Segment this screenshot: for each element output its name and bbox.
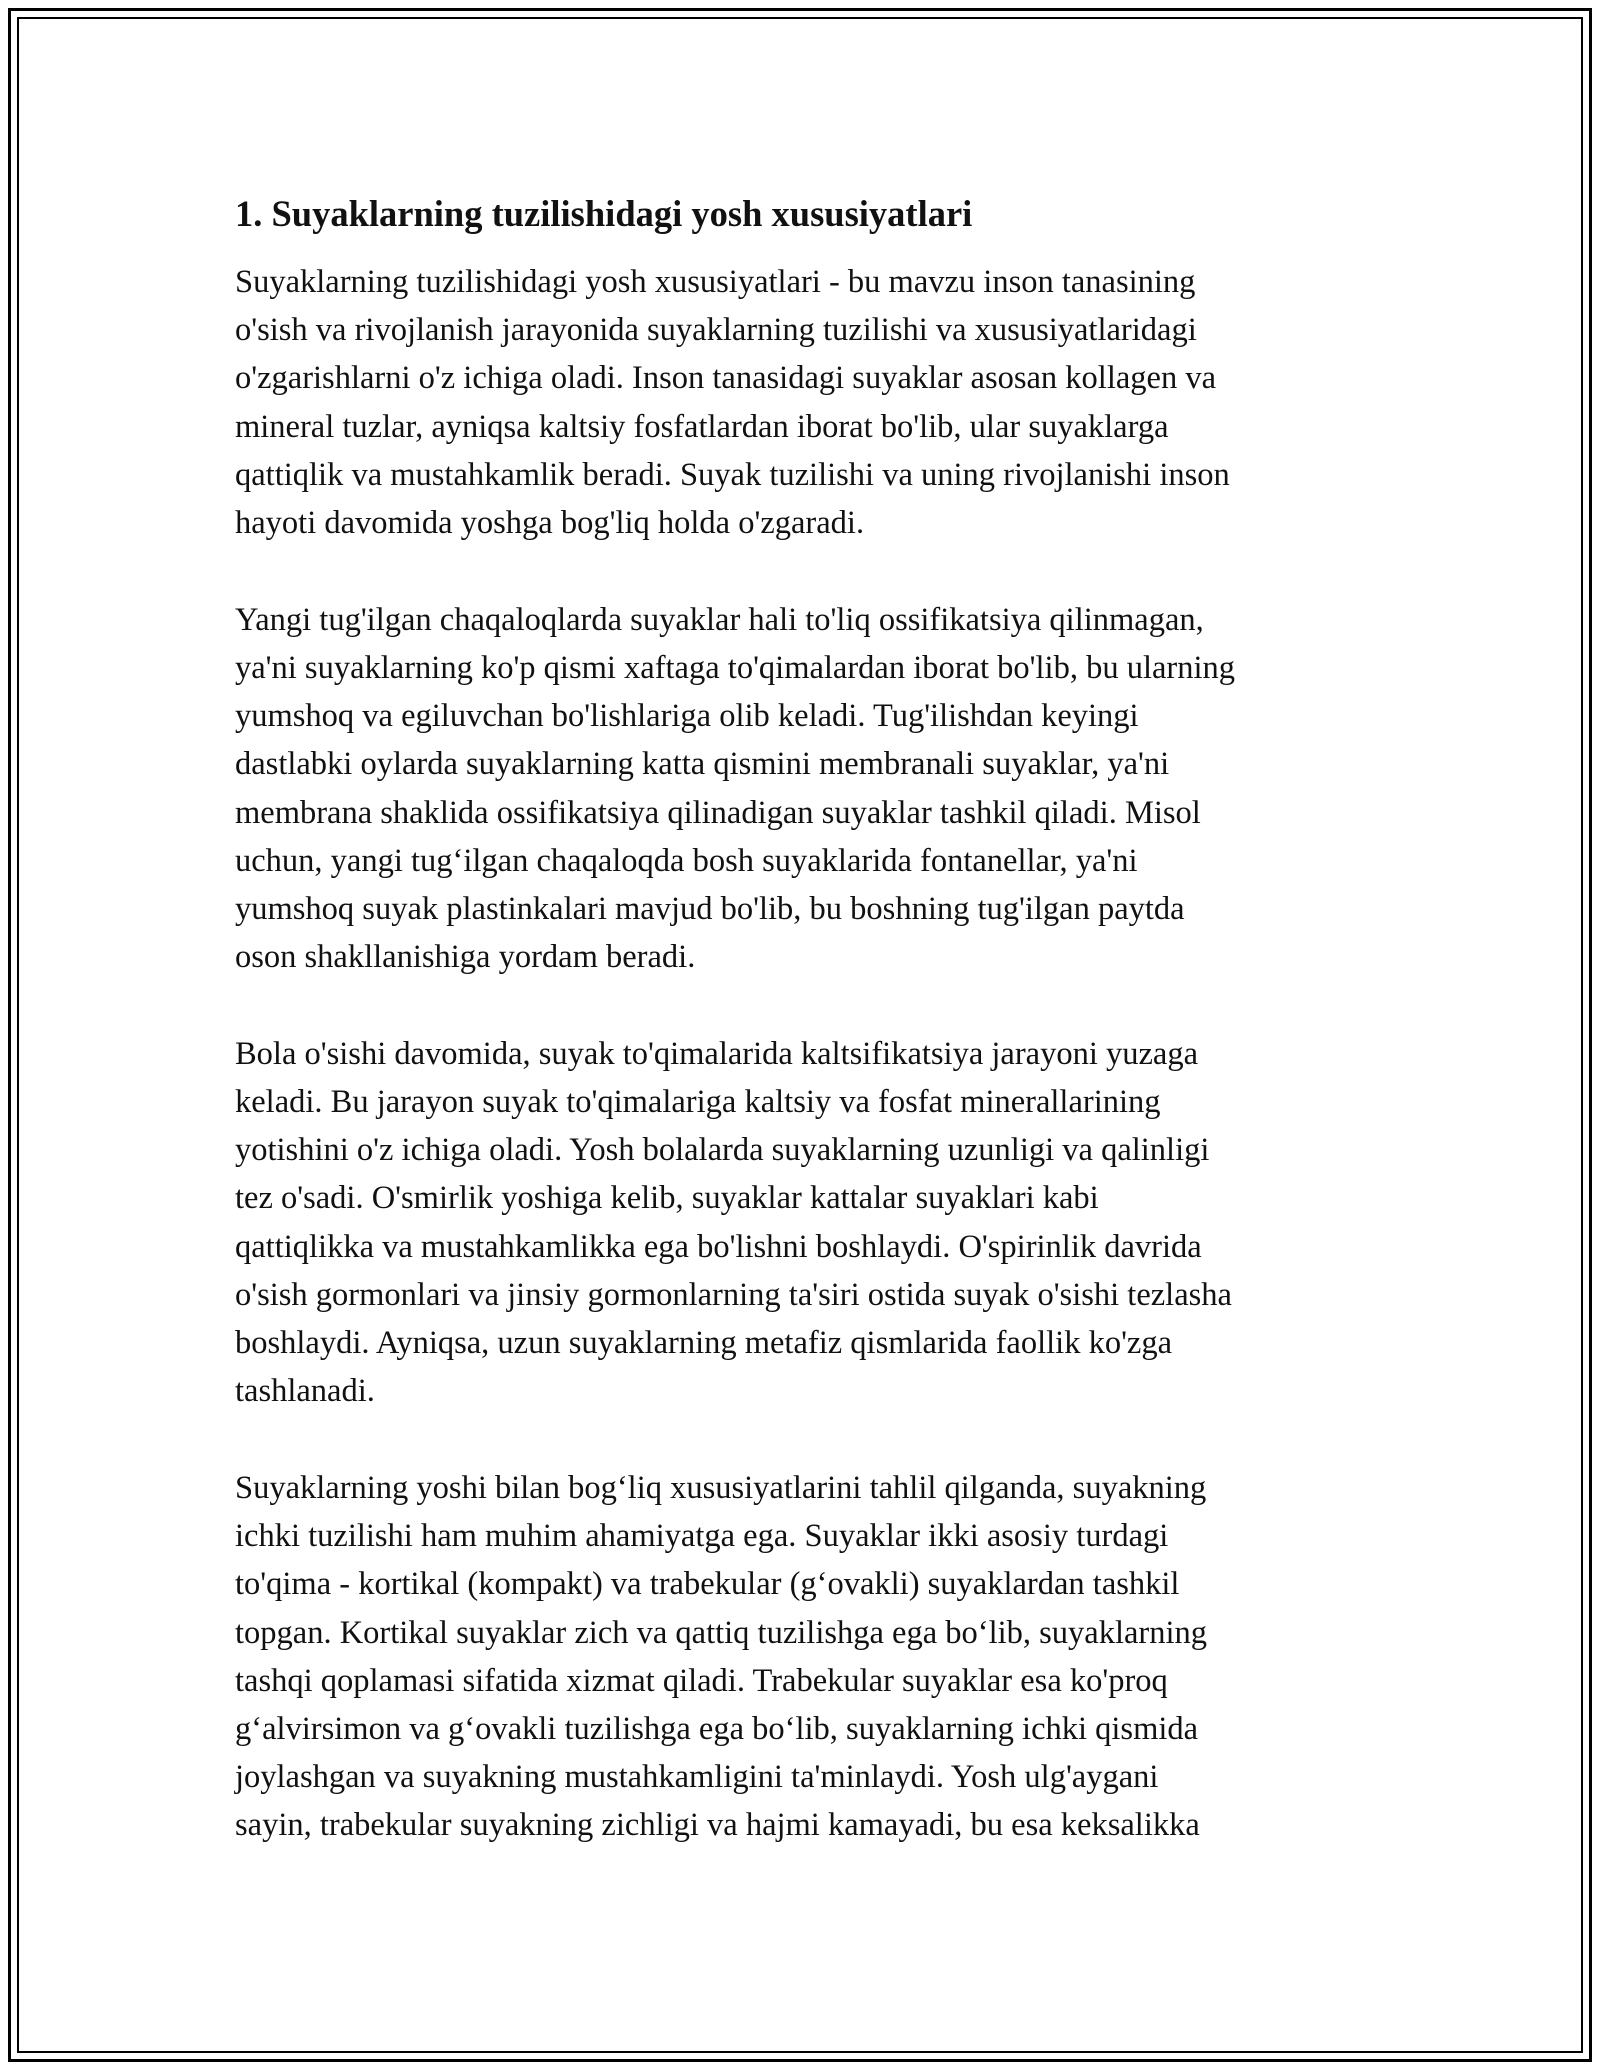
paragraph-line: to'qima - kortikal (kompakt) va trabekular (g‘ovakli) suyaklardan tashkil	[235, 1566, 1180, 1603]
paragraph-line: Yangi tug'ilgan chaqaloqlarda suyaklar hali to'liq ossifikatsiya qilinmagan,	[235, 601, 1204, 638]
paragraph-line: qattiqlik va mustahkamlik beradi. Suyak tuzilishi va uning rivojlanishi inson	[235, 456, 1230, 493]
paragraph-line: yumshoq va egiluvchan bo'lishlariga olib keladi. Tug'ilishdan keyingi	[235, 698, 1139, 735]
document-body	[235, 188, 1385, 1898]
paragraph-line: dastlabki oylarda suyaklarning katta qismini membranali suyaklar, ya'ni	[235, 746, 1170, 783]
paragraph-4	[235, 1464, 1385, 1850]
paragraph-line: sayin, trabekular suyakning zichligi va hajmi kamayadi, bu esa keksalikka	[235, 1807, 1200, 1844]
paragraph-line: topgan. Kortikal suyaklar zich va qattiq tuzilishga ega bo‘lib, suyaklarning	[235, 1614, 1208, 1651]
paragraph-list	[235, 258, 1385, 1850]
paragraph-line: hayoti davomida yoshga bog'liq holda o'zgaradi.	[235, 505, 865, 542]
paragraph-line: tashlanadi.	[235, 1373, 375, 1410]
section-heading: 1. Suyaklarning tuzilishidagi yosh xususiyatlari	[235, 193, 973, 234]
paragraph-line: o'zgarishlarni o'z ichiga oladi. Inson tanasidagi suyaklar asosan kollagen va	[235, 360, 1216, 397]
paragraph-line: oson shakllanishiga yordam beradi.	[235, 939, 696, 976]
paragraph-3	[235, 1030, 1385, 1416]
paragraph-line: qattiqlikka va mustahkamlikka ega bo'lishni boshlaydi. O'spirinlik davrida	[235, 1228, 1202, 1265]
paragraph-line: o'sish va rivojlanish jarayonida suyaklarning tuzilishi va xususiyatlaridagi	[235, 312, 1197, 349]
paragraph-line: boshlaydi. Ayniqsa, uzun suyaklarning metafiz qismlarida faollik ko'zga	[235, 1325, 1173, 1362]
paragraph-line: yotishini o'z ichiga oladi. Yosh bolalarda suyaklarning uzunligi va qalinligi	[235, 1132, 1210, 1169]
paragraph-line: Bola o'sishi davomida, suyak to'qimalarida kaltsifikatsiya jarayoni yuzaga	[235, 1035, 1199, 1072]
paragraph-line: tashqi qoplamasi sifatida xizmat qiladi. Trabekular suyaklar esa ko'proq	[235, 1662, 1168, 1699]
paragraph-line: g‘alvirsimon va g‘ovakli tuzilishga ega bo‘lib, suyaklarning ichki qismida	[235, 1710, 1199, 1747]
paragraph-2	[235, 596, 1385, 982]
paragraph-line: o'sish gormonlari va jinsiy gormonlarning ta'siri ostida suyak o'sishi tezlasha	[235, 1276, 1232, 1313]
paragraph-line: ya'ni suyaklarning ko'p qismi xaftaga to'qimalardan iborat bo'lib, bu ularning	[235, 649, 1236, 686]
paragraph-1	[235, 258, 1385, 547]
paragraph-line: mineral tuzlar, ayniqsa kaltsiy fosfatlardan iborat bo'lib, ular suyaklarga	[235, 408, 1169, 445]
paragraph-line: uchun, yangi tug‘ilgan chaqaloqda bosh suyaklarida fontanellar, ya'ni	[235, 842, 1138, 879]
paragraph-line: keladi. Bu jarayon suyak to'qimalariga kaltsiy va fosfat minerallarining	[235, 1084, 1161, 1121]
paragraph-line: tez o'sadi. O'smirlik yoshiga kelib, suyaklar kattalar suyaklari kabi	[235, 1180, 1099, 1217]
paragraph-line: joylashgan va suyakning mustahkamligini ta'minlaydi. Yosh ulg'aygani	[235, 1759, 1159, 1796]
paragraph-line: Suyaklarning yoshi bilan bog‘liq xususiyatlarini tahlil qilganda, suyakning	[235, 1469, 1207, 1506]
paragraph-line: Suyaklarning tuzilishidagi yosh xususiyatlari - bu mavzu inson tanasining	[235, 264, 1196, 300]
paragraph-line: membrana shaklida ossifikatsiya qilinadigan suyaklar tashkil qiladi. Misol	[235, 794, 1201, 831]
paragraph-line: yumshoq suyak plastinkalari mavjud bo'lib, bu boshning tug'ilgan paytda	[235, 890, 1185, 927]
paragraph-line: ichki tuzilishi ham muhim ahamiyatga ega. Suyaklar ikki asosiy turdagi	[235, 1518, 1169, 1555]
